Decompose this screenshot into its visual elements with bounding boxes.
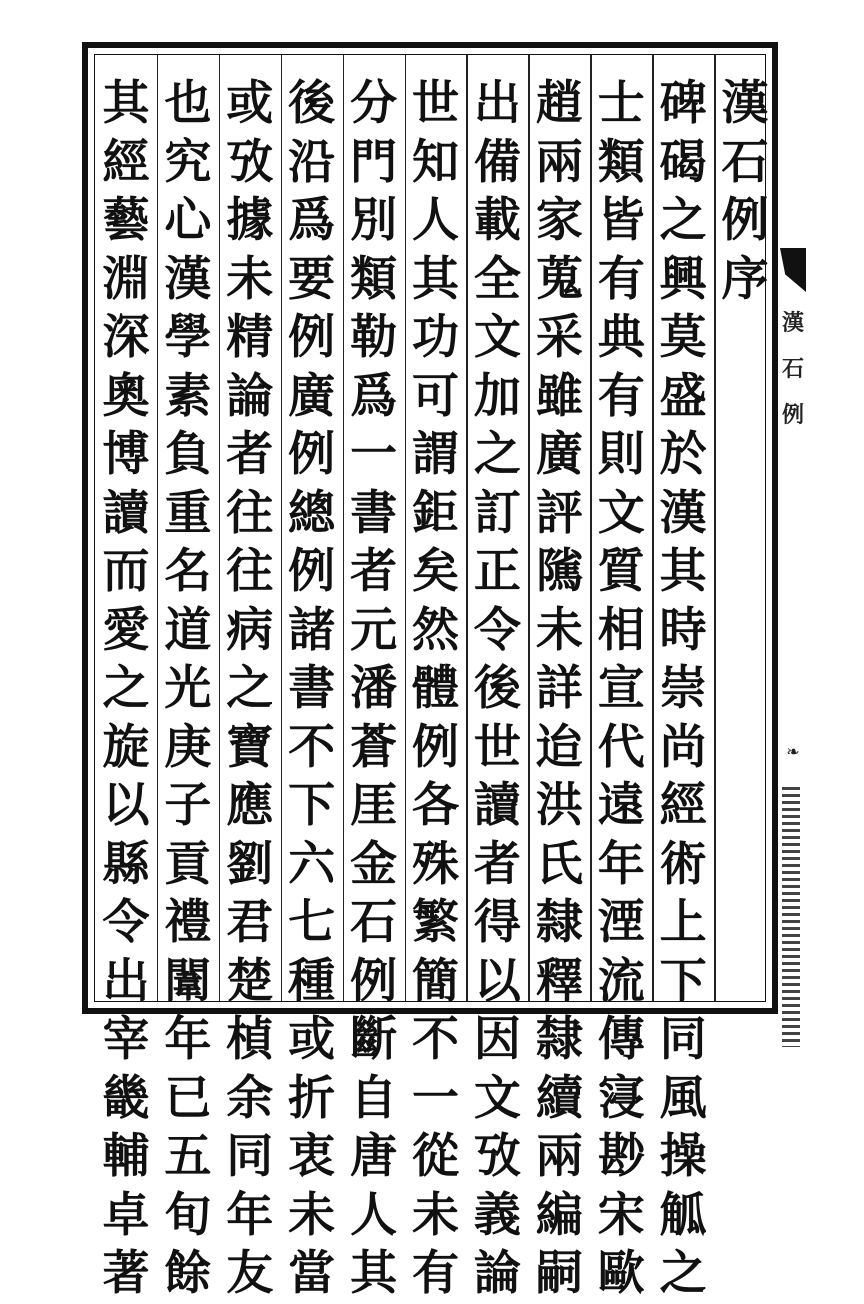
text-column: 其 經 藝 淵 深 奧 博 讀 而 愛 之 旋 以 縣 令 出 宰 畿 輔 卓 著 <box>102 76 150 1301</box>
text-column: 出 備 載 全 文 加 之 訂 正 令 後 世 讀 者 得 以 因 文 攷 義 論 <box>473 76 521 1301</box>
fishtail-icon <box>780 248 806 292</box>
page-border <box>82 42 778 1301</box>
text-column: 士 類 皆 有 典 有 則 文 質 相 宣 代 遠 年 湮 流 傳 寖 尠 宋 歐 <box>597 76 645 1301</box>
fold-title: 漢 石 例 <box>781 310 804 428</box>
page-inner-border <box>94 54 769 1301</box>
text-column: 碑 碣 之 興 莫 盛 於 漢 其 時 崇 尚 經 術 上 下 同 風 操 觚 之 <box>659 76 707 1301</box>
text-column: 也 究 心 漢 學 素 負 重 名 道 光 庚 子 貢 禮 闈 年 已 五 旬 餘 <box>164 76 212 1301</box>
text-column: 後 沿 爲 要 例 廣 例 總 例 諸 書 不 下 六 七 種 或 折 衷 未 當 <box>288 76 336 1301</box>
fold-mark-icon: ❧ <box>786 742 800 761</box>
text-column: 或 攷 據 未 精 論 者 往 往 病 之 寶 應 劉 君 楚 楨 余 同 年 友 <box>226 76 274 1301</box>
center-fold-strip <box>780 42 802 1014</box>
text-column: 世 知 人 其 功 可 謂 鉅 矣 然 體 例 各 殊 繁 簡 不 一 從 未 有 <box>412 76 459 1301</box>
title-column: 漢 石 例 序 <box>721 76 769 307</box>
fold-dotted-strip <box>782 787 800 1047</box>
text-column: 趙 兩 家 蒐 采 雖 廣 評 隲 未 詳 迨 洪 氏 隸 釋 隸 續 兩 編 嗣 <box>535 76 583 1301</box>
text-column: 分 門 別 類 勒 爲 一 書 者 元 潘 蒼 厓 金 石 例 斷 自 唐 人 其 <box>350 76 398 1301</box>
